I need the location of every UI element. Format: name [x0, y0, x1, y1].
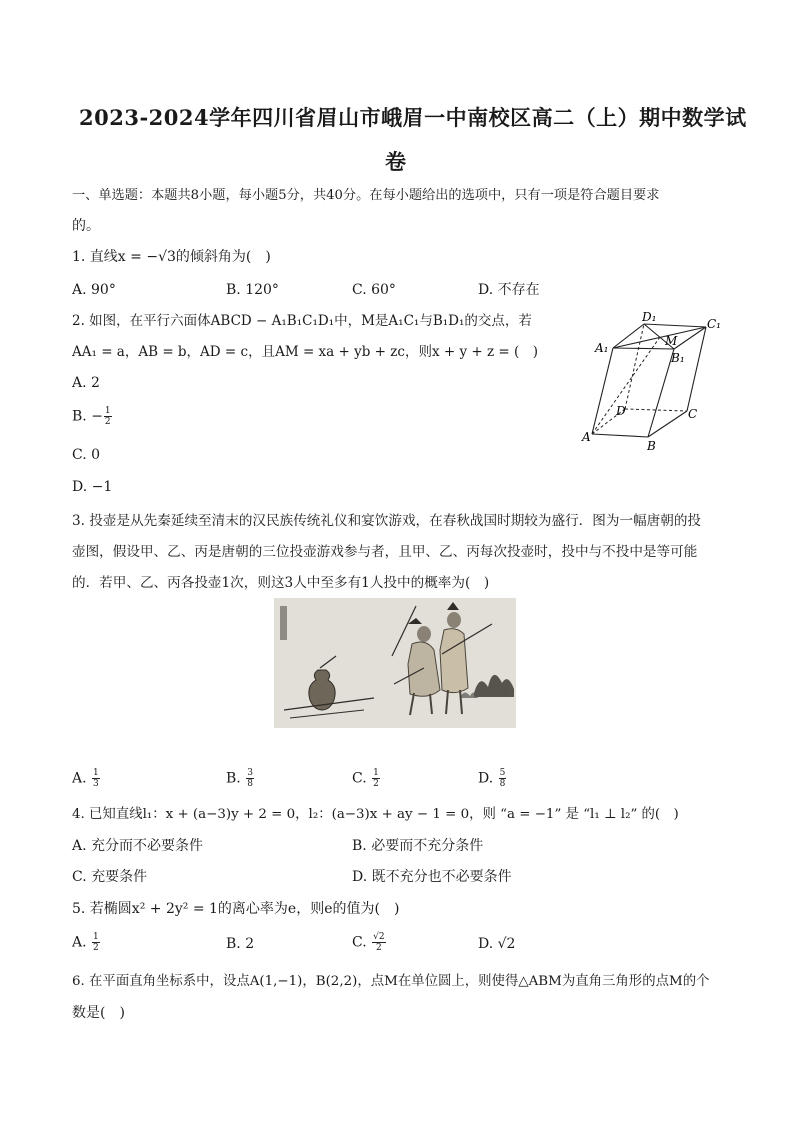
- parallelepiped-figure: [576, 306, 726, 456]
- edge-a1-b1: [613, 348, 674, 349]
- q5-option-c-fraction: [372, 932, 385, 953]
- q2-option-d: D. −1: [72, 479, 113, 495]
- q2-option-b-prefix: B. −: [72, 408, 103, 425]
- q3-option-a-den: 3: [93, 779, 99, 789]
- q3-option-d-den: 8: [499, 779, 506, 789]
- label-d1: D₁: [642, 310, 657, 324]
- label-a1: A₁: [595, 341, 609, 355]
- q3-option-b-fraction: [246, 768, 254, 789]
- q2-option-b-fraction: [104, 406, 112, 427]
- q3-option-b-den: 8: [247, 779, 253, 789]
- q1-option-c: C. 60°: [352, 282, 396, 298]
- q3-stem-line2: 壶图，假设甲、乙、丙是唐朝的三位投壶游戏参与者，且甲、乙、丙每次投壶时，投中与不投中是等可能: [72, 544, 698, 560]
- label-b1: B₁: [671, 351, 685, 365]
- inscription-mark: [280, 606, 287, 640]
- q1-option-b: B. 120°: [226, 282, 279, 298]
- q5-option-c-den: 2: [375, 943, 382, 953]
- q5-stem: 5. 若椭圆x² + 2y² = 1的离心率为e，则e的值为( ): [72, 901, 400, 917]
- q3-option-d-num: 5: [499, 768, 506, 778]
- q3-stem-line3: 的．若甲、乙、丙各投壶1次，则这3人中至多有1人投中的概率为( ): [72, 575, 490, 591]
- paper-title-line1: 2023-2024学年四川省眉山市峨眉一中南校区高二（上）期中数学试: [79, 105, 747, 130]
- edge-b-c: [648, 411, 687, 437]
- q3-option-c: C. $\frac{1}{2}$: [352, 768, 379, 789]
- label-c1: C₁: [707, 317, 721, 331]
- label-c: C: [688, 407, 698, 421]
- q2-option-b: [72, 406, 113, 427]
- q3-option-a: A. $\frac{1}{3}$: [72, 768, 99, 789]
- q3-option-c-den: 2: [373, 779, 379, 789]
- q5-option-c: C. $\frac{√2}{2}$: [352, 932, 385, 953]
- q5-option-b: B. 2: [226, 936, 255, 952]
- q4-stem: 4. 已知直线l₁：x + (a−3)y + 2 = 0，l₂：(a−3)x + ay − 1 = 0，则 “a = −1” 是 “l₁ ⊥ l₂” 的( ): [72, 807, 679, 822]
- edge-c1-d1: [644, 324, 706, 327]
- section-header-line1: 一、单选题：本题共8小题，每小题5分，共40分。在每小题给出的选项中，只有一项是符合题目要求: [72, 188, 660, 203]
- q5-option-d: D. √2: [478, 936, 516, 952]
- q3-option-c-num: 1: [373, 768, 379, 778]
- q3-option-d-fraction: [499, 768, 507, 789]
- q3-option-c-fraction: [372, 768, 380, 789]
- q5-option-a-num: 1: [93, 932, 99, 942]
- q5-option-a-den: 2: [93, 943, 99, 953]
- q3-option-d: D. $\frac{5}{8}$: [478, 768, 506, 789]
- q4-option-a: A. 充分而不必要条件: [72, 838, 204, 854]
- q4-option-b: B. 必要而不充分条件: [352, 838, 484, 854]
- q5-option-c-num: √2: [373, 932, 385, 942]
- q1-option-a: A. 90°: [72, 282, 116, 298]
- q5-option-a-fraction: [92, 932, 100, 953]
- label-b: B: [647, 439, 656, 453]
- q4-option-c: C. 充要条件: [72, 869, 148, 885]
- q4-option-d: D. 既不充分也不必要条件: [352, 869, 512, 885]
- label-a: A: [582, 430, 591, 444]
- q1-option-d: D. 不存在: [478, 282, 540, 298]
- q3-option-a-num: 1: [93, 768, 99, 778]
- label-m: M: [665, 334, 678, 348]
- edge-a-b: [592, 434, 648, 437]
- q2-stem-line1: 2. 如图，在平行六面体ABCD − A₁B₁C₁D₁中，M是A₁C₁与B₁D₁的交点，若: [72, 313, 532, 329]
- paper-title-line2: 卷: [385, 149, 407, 174]
- q3-option-a-fraction: [92, 768, 100, 789]
- painting-wash: [274, 598, 516, 728]
- edge-c-c1: [687, 327, 706, 411]
- label-d: D: [616, 404, 626, 418]
- q2-stem-line2: AA₁ = a，AB = b，AD = c，且AM = xa + yb + zc，则x + y + z = ( ): [72, 344, 539, 360]
- q5-option-a: A. $\frac{1}{2}$: [72, 932, 99, 953]
- q6-stem-line2: 数是( ): [72, 1005, 125, 1021]
- q6-stem-line1: 6. 在平面直角坐标系中，设点A(1,−1)，B(2,2)，点M在单位圆上，则使得△ABM为直角三角形的点M的个: [72, 974, 710, 989]
- q3-stem-line1: 3. 投壶是从先秦延续至清末的汉民族传统礼仪和宴饮游戏，在春秋战国时期较为盛行．图为一幅唐朝的投: [72, 513, 702, 529]
- q2-option-c: C. 0: [72, 447, 101, 463]
- q2-option-a: A. 2: [72, 375, 100, 391]
- q3-option-b-num: 3: [247, 768, 253, 778]
- q2-option-b-num: 1: [104, 406, 111, 416]
- q2-option-b-den: 2: [104, 417, 111, 427]
- section-header-line2: 的。: [72, 218, 100, 234]
- q1-stem: 1. 直线x = −√3的倾斜角为( ): [72, 249, 271, 265]
- touhu-painting: [274, 598, 516, 728]
- q3-option-b: B. $\frac{3}{8}$: [226, 768, 253, 789]
